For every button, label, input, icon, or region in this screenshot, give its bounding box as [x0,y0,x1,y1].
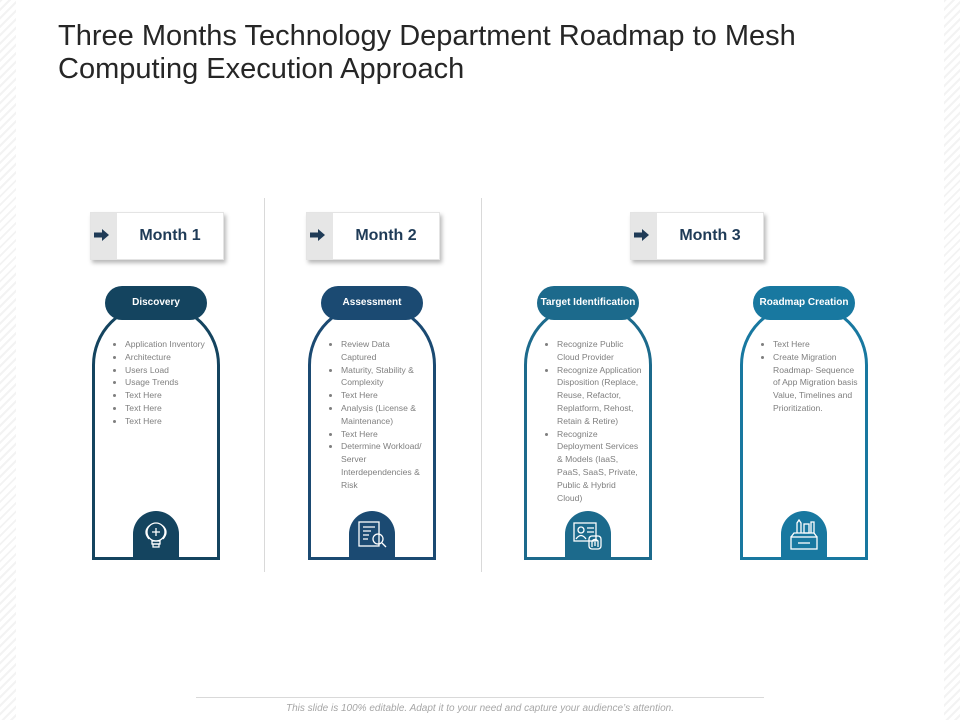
footer-divider [196,697,764,698]
stage-bullet-list [743,338,865,415]
user-fingerprint-icon [572,519,604,551]
month-1-tab [90,212,224,260]
bullet-item: • Text Here [125,402,211,415]
bullet-item: • Create Migration Roadmap- Sequence of App Migration basis Value, Timelines and Prioritization. [773,351,859,415]
slide-title: Three Months Technology Department Roadmap to Mesh Computing Execution Approach [58,20,796,85]
bullet-item: • Architecture [125,351,211,364]
stage-heading-assessment: Assessment [321,286,423,320]
arrow-right-icon [634,229,650,241]
stage-heading-discovery: Discovery [105,286,207,320]
footer-note: This slide is 100% editable. Adapt it to your need and capture your audience’s attention. [285,703,675,714]
column-divider [481,198,482,572]
bullet-item: • Maturity, Stability & Complexity [341,364,427,390]
stage-bullet-list [311,338,433,492]
bullet-item: • Analysis (License & Maintenance) [341,402,427,428]
month-label: Month 3 [679,227,741,244]
stage-bullet-list [95,338,217,428]
arrow-right-icon [94,229,110,241]
bullet-item: • Text Here [341,428,427,441]
brain-lightbulb-icon [140,519,172,551]
stage-heading-roadmap-creation: Roadmap Creation [753,286,855,320]
stationery-box-icon [788,519,820,551]
bullet-item: • Text Here [125,415,211,428]
stage-card-assessment [308,303,436,560]
stage-card-discovery [92,303,220,560]
bullet-item: • Users Load [125,364,211,377]
month-3-tab [630,212,764,260]
bullet-item: • Text Here [341,389,427,402]
bullet-item: • Recognize Public Cloud Provider [557,338,643,364]
arrow-right-icon [310,229,326,241]
decorative-edge-left [0,0,16,720]
stage-bullet-list [527,338,649,504]
stage-card-roadmap-creation [740,303,868,560]
bullet-item: • Usage Trends [125,376,211,389]
bullet-item: • Recognize Deployment Services & Models (IaaS, PaaS, SaaS, Private, Public & Hybrid Cloud) [557,428,643,505]
document-search-icon [356,519,388,551]
decorative-edge-right [944,0,960,720]
bullet-item: • Determine Workload/ Server Interdependencies & Risk [341,440,427,491]
month-label: Month 1 [139,227,201,244]
month-label: Month 2 [355,227,417,244]
bullet-item: • Text Here [125,389,211,402]
stage-heading-target-identification: Target Identification [537,286,639,320]
bullet-item: • Review Data Captured [341,338,427,364]
bullet-item: • Recognize Application Disposition (Replace, Reuse, Refactor, Replatform, Rehost, Retain & Retire) [557,364,643,428]
stage-card-target-identification [524,303,652,560]
bullet-item: • Text Here [773,338,859,351]
bullet-item: • Application Inventory [125,338,211,351]
month-2-tab [306,212,440,260]
column-divider [264,198,265,572]
